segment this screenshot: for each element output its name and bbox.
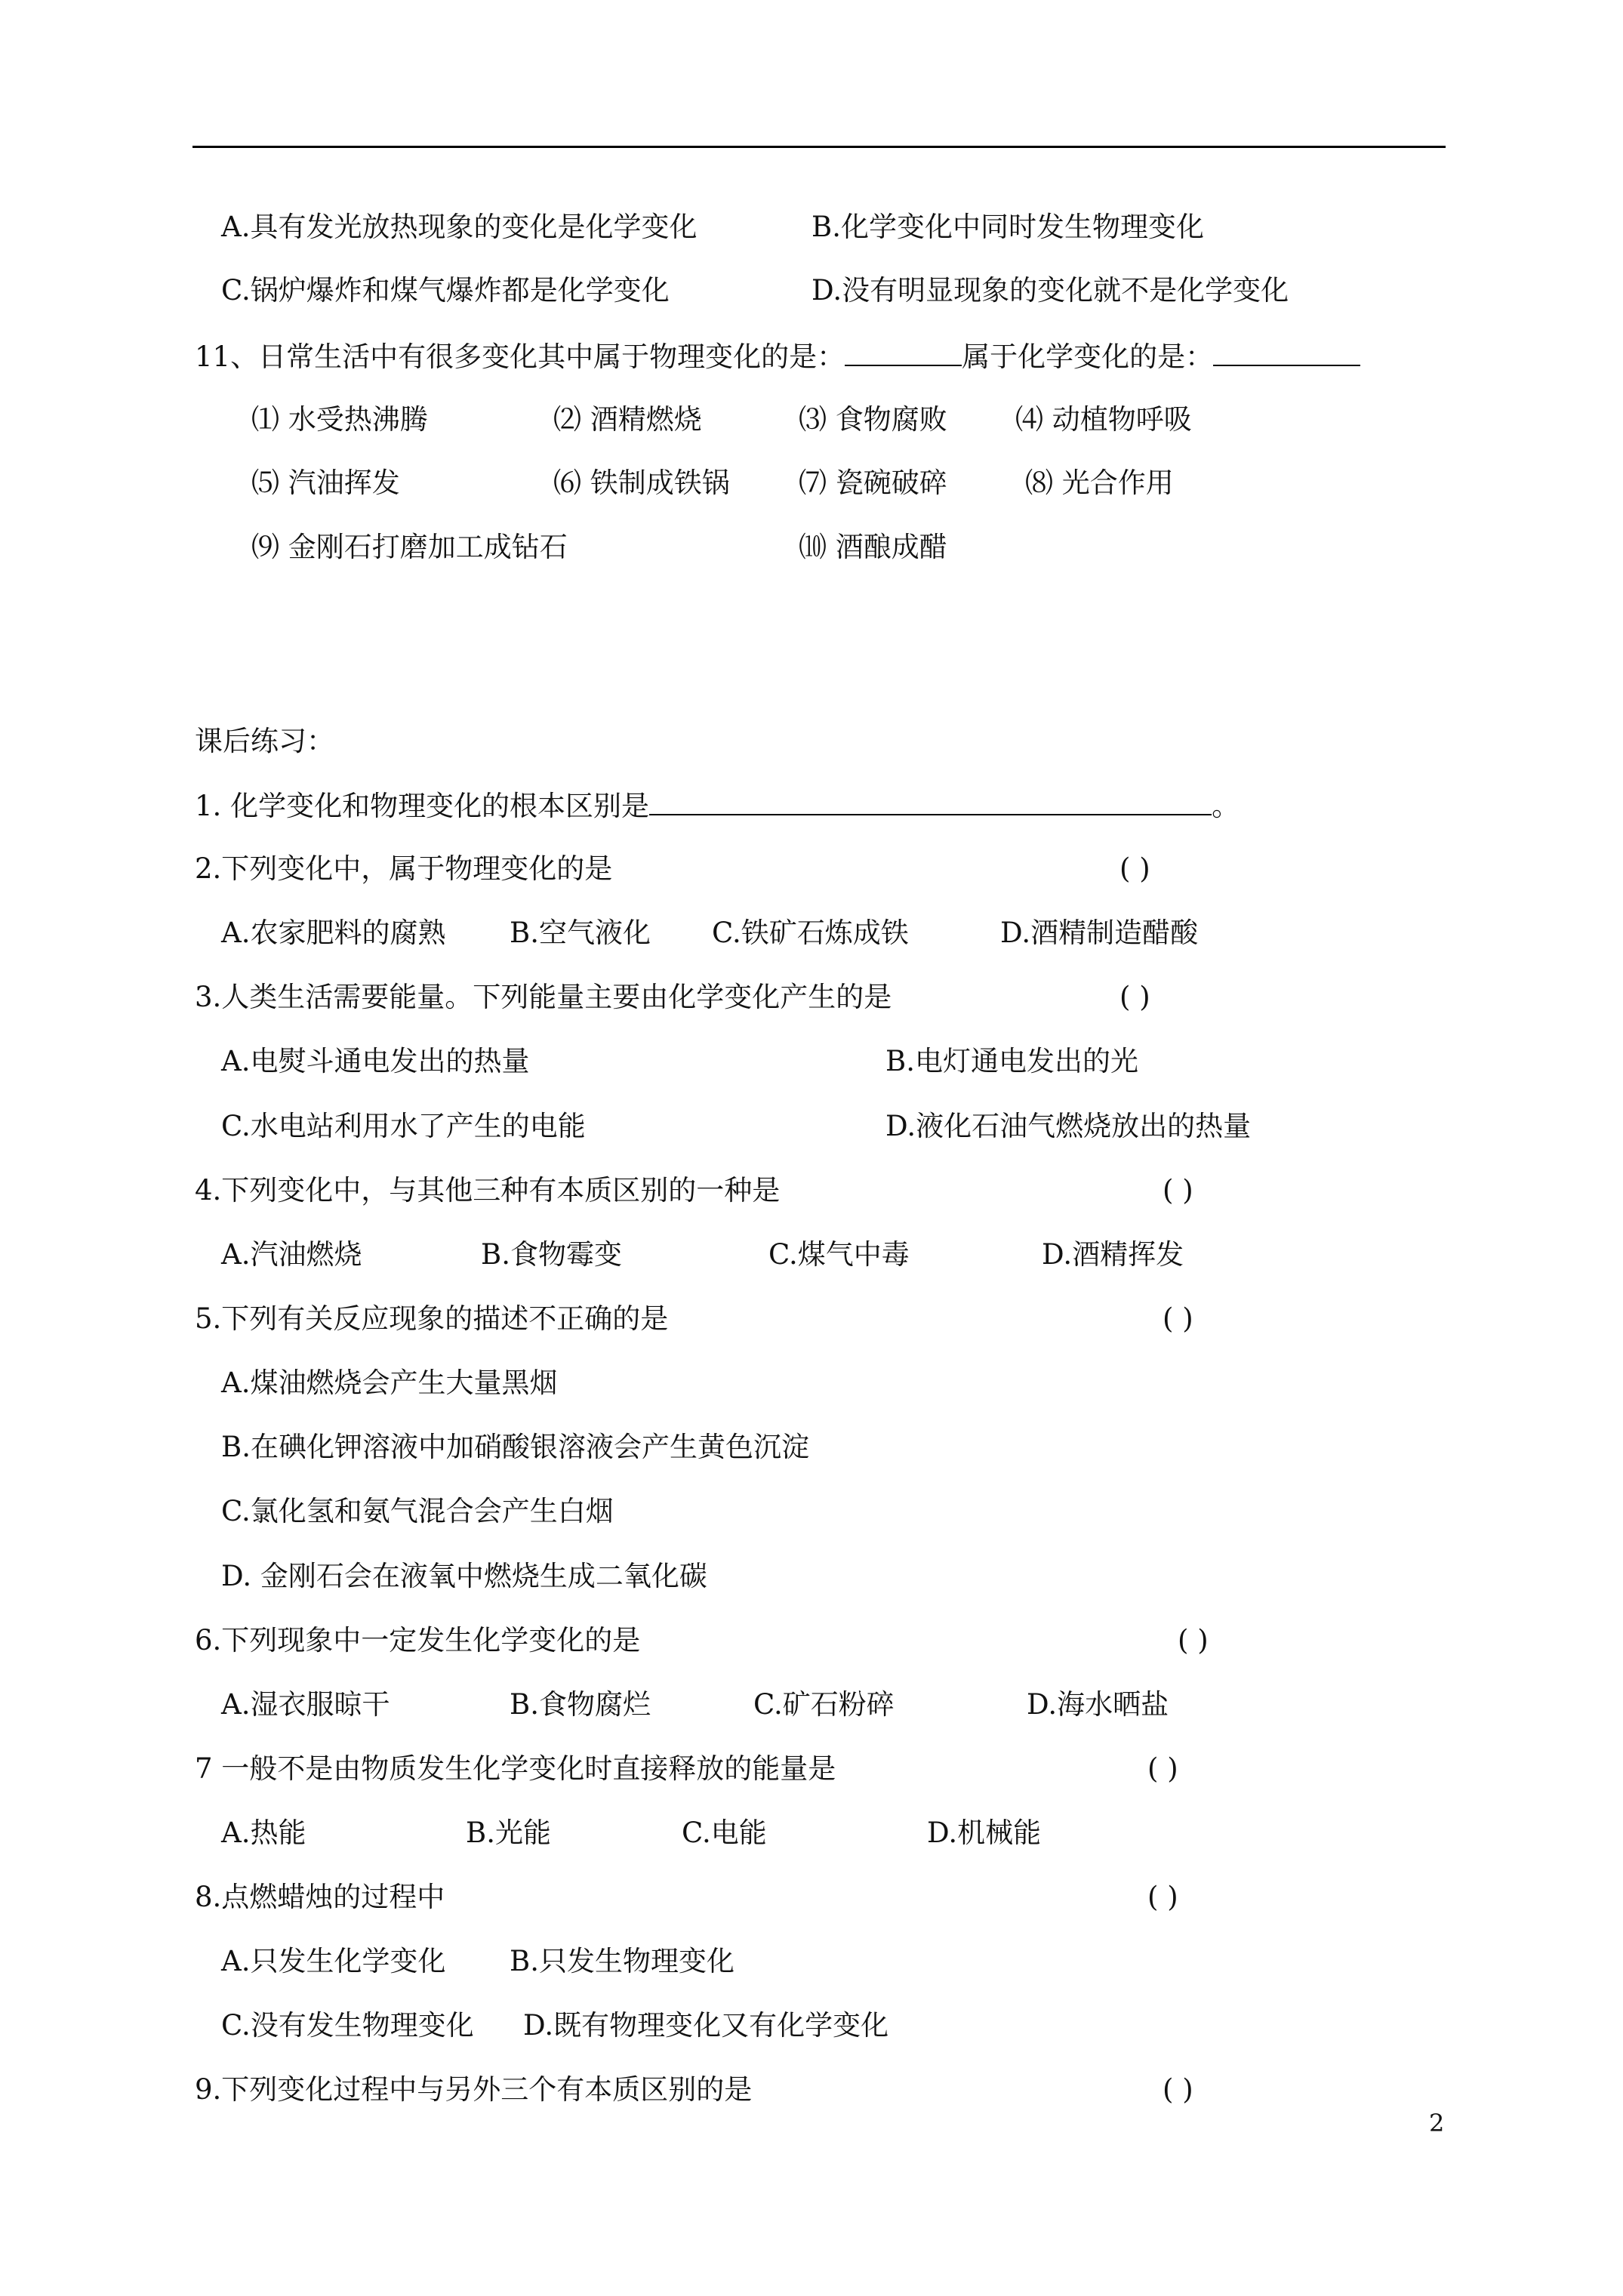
q11-item: ⑺ 瓷碗破碎 [799,467,947,499]
q11-item: ⑹ 铁制成铁锅 [553,467,730,499]
q11-item: ⑴ 水受热沸腾 [251,403,428,436]
q4-option-d: D.酒精挥发 [1042,1238,1184,1271]
q7-option-b: B.光能 [466,1817,551,1849]
q5-option-c: C.氯化氢和氨气混合会产生白烟 [221,1495,614,1527]
q5-option-d: D. 金刚石会在液氧中燃烧生成二氧化碳 [221,1560,707,1592]
q2-option-a: A.农家肥料的腐熟 [221,917,446,949]
q8-option-d: D.既有物理变化又有化学变化 [523,2009,889,2042]
q11-item: ⑶ 食物腐败 [799,403,947,436]
section-title: 课后练习： [195,725,334,757]
q8-option-b: B.只发生物理变化 [510,1945,735,1977]
q9-answer-paren[interactable]: ( ) [1163,2073,1193,2106]
q3-option-a: A.电熨斗通电发出的热量 [221,1045,530,1077]
q2-stem: 2.下列变化中，属于物理变化的是 [195,852,613,885]
q7-stem: 7 一般不是由物质发生化学变化时直接释放的能量是 [195,1752,836,1785]
q6-option-c: C.矿石粉碎 [753,1688,895,1721]
q7-option-c: C.电能 [682,1817,767,1849]
q6-stem: 6.下列现象中一定发生化学变化的是 [195,1624,641,1657]
q2-option-c: C.铁矿石炼成铁 [712,917,909,949]
top-option-b: B.化学变化中同时发生物理变化 [812,211,1204,243]
q9-stem: 9.下列变化过程中与另外三个有本质区别的是 [195,2073,753,2106]
q5-answer-paren[interactable]: ( ) [1163,1302,1193,1335]
q6-option-d: D.海水晒盐 [1027,1688,1169,1721]
q1-answer-blank[interactable] [649,787,1212,815]
q4-answer-paren[interactable]: ( ) [1163,1174,1193,1207]
q8-stem: 8.点燃蜡烛的过程中 [195,1881,445,1913]
q6-option-b: B.食物腐烂 [510,1688,651,1721]
q5-option-a: A.煤油燃烧会产生大量黑烟 [221,1367,558,1399]
q1-stem-end: 。 [1212,790,1240,822]
q11-stem [195,337,1360,375]
q2-option-d: D.酒精制造醋酸 [1000,917,1199,949]
q1-stem-text: 1. 化学变化和物理变化的根本区别是 [195,790,650,822]
q11-blank-physical[interactable] [845,337,962,366]
q11-item: ⑽ 酒酿成醋 [799,531,947,563]
q7-option-a: A.热能 [221,1817,306,1849]
q7-option-d: D.机械能 [927,1817,1042,1849]
q2-option-b: B.空气液化 [510,917,651,949]
header-rule [192,146,1446,148]
q4-option-c: C.煤气中毒 [768,1238,910,1271]
q11-item: ⑵ 酒精燃烧 [553,403,702,436]
q11-item: ⑷ 动植物呼吸 [1015,403,1192,436]
page-number: 2 [1429,2109,1445,2137]
q8-option-c: C.没有发生物理变化 [221,2009,474,2042]
q8-answer-paren[interactable]: ( ) [1147,1881,1178,1913]
q8-option-a: A.只发生化学变化 [221,1945,446,1977]
q4-option-a: A.汽油燃烧 [221,1238,362,1271]
q4-option-b: B.食物霉变 [481,1238,622,1271]
q11-item: ⑸ 汽油挥发 [251,467,400,499]
q1-stem [195,787,1240,824]
top-option-c: C.锅炉爆炸和煤气爆炸都是化学变化 [221,274,670,307]
q11-item: ⑻ 光合作用 [1025,467,1174,499]
q7-answer-paren[interactable]: ( ) [1147,1752,1178,1785]
q11-stem-b: 属于化学变化的是： [962,341,1214,373]
q11-blank-chemical[interactable] [1213,337,1360,366]
q11-stem-a: 11、日常生活中有很多变化其中属于物理变化的是： [195,341,845,373]
q6-answer-paren[interactable]: ( ) [1178,1624,1209,1657]
q3-option-d: D.液化石油气燃烧放出的热量 [885,1110,1252,1142]
q5-option-b: B.在碘化钾溶液中加硝酸银溶液会产生黄色沉淀 [221,1431,809,1463]
q3-stem: 3.人类生活需要能量。下列能量主要由化学变化产生的是 [195,981,892,1013]
q5-stem: 5.下列有关反应现象的描述不正确的是 [195,1302,669,1335]
top-option-a: A.具有发光放热现象的变化是化学变化 [221,211,698,243]
q11-item: ⑼ 金刚石打磨加工成钻石 [251,531,568,563]
q4-stem: 4.下列变化中，与其他三种有本质区别的一种是 [195,1174,781,1207]
q3-option-c: C.水电站利用水了产生的电能 [221,1110,586,1142]
q2-answer-paren[interactable]: ( ) [1119,852,1150,885]
q3-option-b: B.电灯通电发出的光 [885,1045,1138,1077]
q6-option-a: A.湿衣服晾干 [221,1688,390,1721]
q3-answer-paren[interactable]: ( ) [1119,981,1150,1013]
top-option-d: D.没有明显现象的变化就不是化学变化 [812,274,1289,307]
